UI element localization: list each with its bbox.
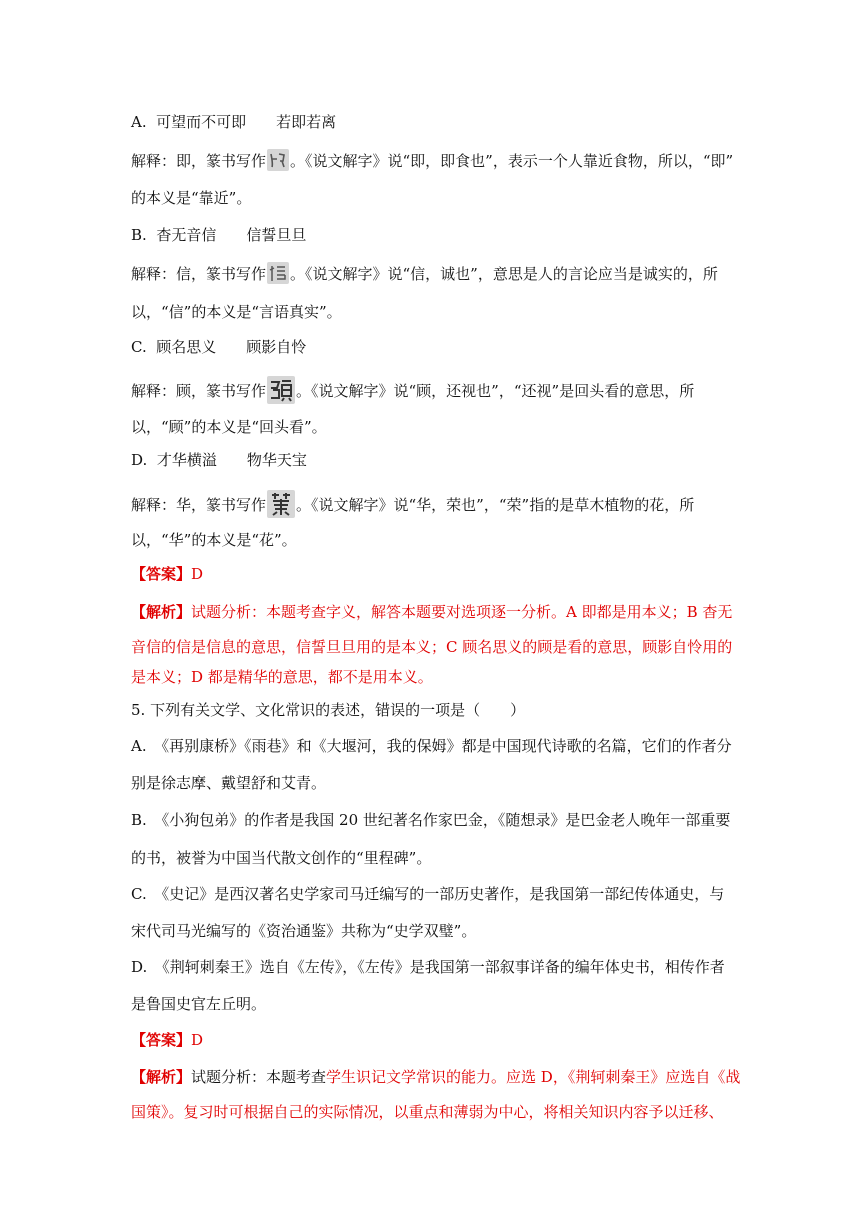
analysis-5-line2: 国策》。复习时可根据自己的实际情况，以重点和薄弱为中心，将相关知识内容予以迁移、 xyxy=(131,1103,724,1121)
explanation-b-line2: 以，“信”的本义是“言语真实”。 xyxy=(131,303,342,321)
explanation-c-line1: 解释：顾，篆书写作 。《说文解字》说“顾，还视也”，“还视”是回头看的意思，所 xyxy=(131,376,731,404)
q5-option-b-line2: 的书，被誉为中国当代散文创作的“里程碑”。 xyxy=(131,849,432,867)
q5-option-d-line1: D. 《荆轲刺秦王》选自《左传》，《左传》是我国第一部叙事详备的编年体史书，相传作者 xyxy=(131,958,725,976)
answer-4: 【答案】D xyxy=(131,565,204,583)
explanation-b-line1: 解释：信，篆书写作 。《说文解字》说“信，诚也”，意思是人的言论应当是诚实的，所 xyxy=(131,262,731,284)
word-b1: 杳无音信 xyxy=(156,226,217,244)
analysis-4-line1: 【解析】试题分析：本题考查字义，解答本题要对选项逐一分析。A 即都是用本义；B 杳无 xyxy=(131,603,733,621)
analysis-4-line3: 是本义；D 都是精华的意思，都不是用本义。 xyxy=(131,668,433,686)
analysis-5-line1: 【解析】试题分析：本题考查学生识记文学常识的能力。应选 D，《荆轲刺秦王》应选自《战 xyxy=(131,1068,741,1086)
option-b: B. 杳无音信 信誓旦旦 xyxy=(131,226,307,244)
word-b2: 信誓旦旦 xyxy=(246,226,307,244)
seal-script-gu-image xyxy=(267,376,295,404)
explanation-d-line2: 以，“华”的本义是“花”。 xyxy=(131,531,297,549)
explanation-d-line1: 解释：华，篆书写作 。《说文解字》说“华，荣也”，“荣”指的是草木植物的花，所 xyxy=(131,490,731,518)
q5-option-b-line1: B. 《小狗包弟》的作者是我国 20 世纪著名作家巴金，《随想录》是巴金老人晚年一部重要 xyxy=(131,811,731,829)
answer-5: 【答案】D xyxy=(131,1031,204,1049)
seal-script-xin-image xyxy=(267,262,289,284)
explanation-a-line1: 解释：即，篆书写作 。《说文解字》说“即，即食也”，表示一个人靠近食物，所以，“即” xyxy=(131,149,731,171)
option-a: A. 可望而不可即 若即若离 xyxy=(131,113,337,131)
q5-option-a-line2: 别是徐志摩、戴望舒和艾青。 xyxy=(131,774,327,792)
word-c1: 顾名思义 xyxy=(156,338,217,356)
option-c: C. 顾名思义 顾影自怜 xyxy=(131,338,307,356)
q5-option-c-line1: C. 《史记》是西汉著名史学家司马迁编写的一部历史著作，是我国第一部纪传体通史，与 xyxy=(131,885,725,903)
word-d1: 才华横溢 xyxy=(156,451,217,469)
analysis-4-line2: 音信的信是信息的意思，信誓旦旦用的是本义；C 顾名思义的顾是看的意思，顾影自怜用的 xyxy=(131,638,733,656)
q5-option-c-line2: 宋代司马光编写的《资治通鉴》共称为“史学双璧”。 xyxy=(131,922,477,940)
explanation-a-line2: 的本义是“靠近”。 xyxy=(131,189,252,207)
question-5-stem: 5. 下列有关文学、文化常识的表述，错误的一项是（ ） xyxy=(131,701,526,719)
seal-script-hua-image xyxy=(267,490,295,518)
seal-script-ji-image xyxy=(267,149,289,171)
word-c2: 顾影自怜 xyxy=(246,338,307,356)
q5-option-d-line2: 是鲁国史官左丘明。 xyxy=(131,995,267,1013)
word-a1: 可望而不可即 xyxy=(156,113,247,131)
explanation-c-line2: 以，“顾”的本义是“回头看”。 xyxy=(131,418,327,436)
word-d2: 物华天宝 xyxy=(246,451,307,469)
option-d: D. 才华横溢 物华天宝 xyxy=(131,451,307,469)
word-a2: 若即若离 xyxy=(276,113,337,131)
q5-option-a-line1: A. 《再别康桥》《雨巷》和《大堰河，我的保姆》都是中国现代诗歌的名篇，它们的作者分 xyxy=(131,737,732,755)
